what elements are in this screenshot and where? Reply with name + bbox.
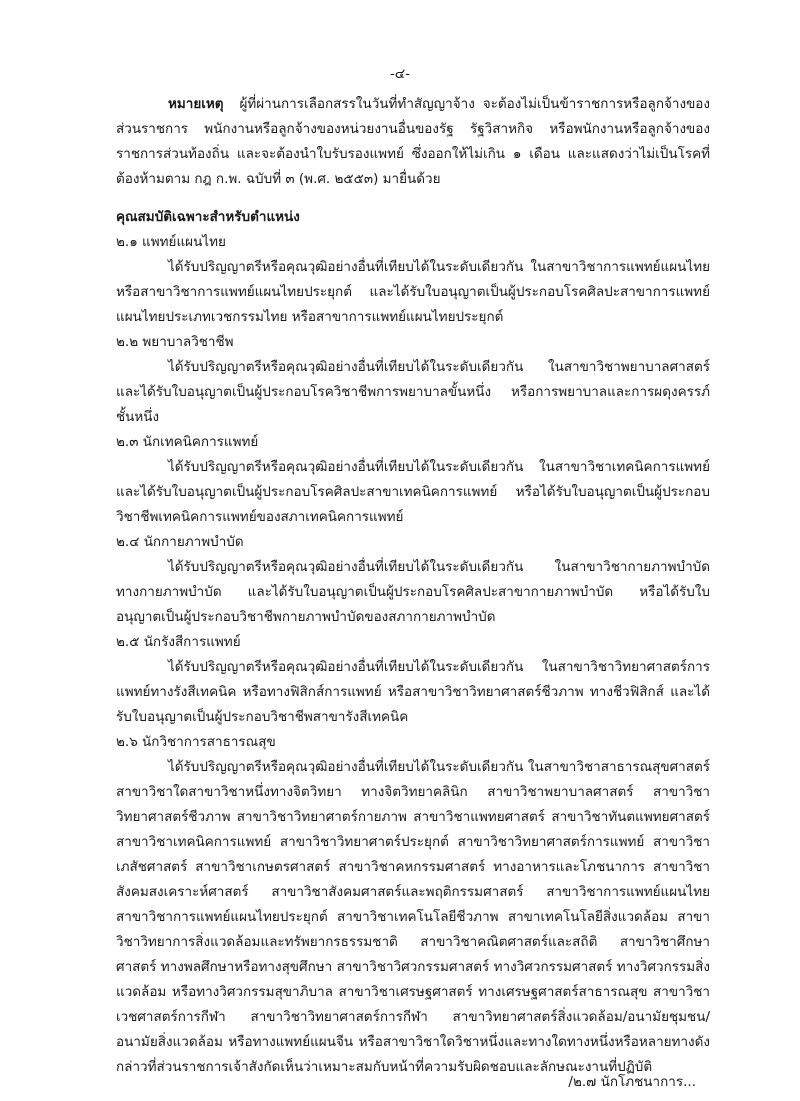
item-title: ๒.๒ พยาบาลวิชาชีพ (116, 334, 234, 350)
note-paragraph (116, 92, 710, 192)
item-title: ๒.๓ นักเทคนิคการแพทย์ (116, 434, 259, 450)
note-text: ผู้ที่ผ่านการเลือกสรรในวันที่ทำสัญญาจ้าง จะต้องไม่เป็นข้าราชการหรือลูกจ้างของส่วนราชการ พนักงานหรือลูกจ้างของหน่วยงานอื่นของรัฐ รัฐวิสาหกิจ หรือพนักงานหรือลูกจ้างของราชการส่วนท้องถิ่น และจะต้องนำใบรับรองแพทย์ ซึ่งออกให้ไม่เกิน ๑ เดือน และแสดงว่าไม่เป็นโรคที่ต้องห้ามตาม กฎ ก.พ. ฉบับที่ ๓ (พ.ศ. ๒๕๕๓) มายื่นด้วย (116, 96, 710, 187)
section-title: คุณสมบัติเฉพาะสำหรับตำแหน่ง (116, 209, 300, 225)
item-text: ได้รับปริญญาตรีหรือคุณวุฒิอย่างอื่นที่เทียบได้ในระดับเดียวกัน ในสาขาวิชาการแพทย์แผนไทย หรือสาขาวิชาการแพทย์แผนไทยประยุกต์ และได้รับใบอนุญาตเป็นผู้ประกอบโรคศิลปะสาขาการแพทย์แผนไทยประเภทเวชกรรมไทย หรือสาขาการแพทย์แผนไทยประยุกต์ (116, 259, 710, 325)
page-number: -๔- (390, 66, 410, 82)
item-text: ได้รับปริญญาตรีหรือคุณวุฒิอย่างอื่นที่เทียบได้ในระดับเดียวกัน ในสาขาวิชากายภาพบำบัด ทางกายภาพบำบัด และได้รับใบอนุญาตเป็นผู้ประกอบโรคศิลปะสาขากายภาพบำบัด หรือได้รับใบอนุญาตเป็นผู้ประกอบวิชาชีพกายภาพบำบัดของสภากายภาพบำบัด (116, 559, 710, 625)
item-text: ได้รับปริญญาตรีหรือคุณวุฒิอย่างอื่นที่เทียบได้ในระดับเดียวกัน ในสาขาวิชาสาธารณสุขศาสตร์ สาขาวิชาใดสาขาวิชาหนึ่งทางจิตวิทยา ทางจิตวิทยาคลินิก สาขาวิชาพยาบาลศาสตร์ สาขาวิชาวิทยาศาสตร์ชีวภาพ สาขาวิชาวิทยาศาตร์กายภาพ สาขาวิชาแพทยศาสตร์ สาขาวิชาทันตแพทยศาสตร์ สาขาวิชาเทคนิคการแพทย์ สาขาวิชาวิทยาศาตร์ประยุกต์ สาขาวิชาวิทยาศาสตร์การแพทย์ สาขาวิชาเภสัชศาสตร์ สาขาวิชาเกษตรศาสตร์ สาขาวิชาคหกรรมศาสตร์ ทางอาหารและโภชนาการ สาขาวิชาสังคมสงเคราะห์ศาสตร์ สาขาวิชาสังคมศาสตร์และพฤติกรรมศาสตร์ สาขาวิชาการแพทย์แผนไทย สาขาวิชาการแพทย์แผนไทยประยุกต์ สาขาวิชาเทคโนโลยีชีวภาพ สาขาเทคโนโลยีสิ่งแวดล้อม สาขาวิชาวิทยาการสิ่งแวดล้อมและทรัพยากรธรรมชาติ สาขาวิชาคณิตศาสตร์และสถิติ สาขาวิชาศึกษาศาสตร์ ทางพลศึกษาหรือทางสุขศึกษา สาขาวิชาวิศวกรรมศาสตร์ ทางวิศวกรรมศาสตร์ ทางวิศวกรรมสิ่งแวดล้อม หรือทางวิศวกรรมสุขาภิบาล สาขาวิชาเศรษฐศาสตร์ ทางเศรษฐศาสตร์สาธารณสุข สาขาวิชาเวชศาสตร์การกีฬา สาขาวิชาวิทยาศาสตร์การกีฬา สาขาวิทยาศาสตร์สิ่งแวดล้อม/อนามัยชุมชน/อนามัยสิ่งแวดล้อม หรือทางแพทย์แผนจีน หรือสาขาวิชาใดวิชาหนึ่งและทางใดทางหนึ่งหรือหลายทางดังกล่าวที่ส่วนราชการเจ้าสังกัดเห็นว่าเหมาะสมกับหน้าที่ความรับผิดชอบและลักษณะงานที่ปฏิบัติ (116, 759, 710, 1075)
item-text: ได้รับปริญญาตรีหรือคุณวุฒิอย่างอื่นที่เทียบได้ในระดับเดียวกัน ในสาขาวิชาพยาบาลศาสตร์ และได้รับใบอนุญาตเป็นผู้ประกอบโรควิชาชีพการพยาบาลขั้นหนึ่ง หรือการพยาบาลและการผดุงครรภ์ชั้นหนึ่ง (116, 359, 710, 425)
item-title: ๒.๔ นักกายภาพบำบัด (116, 534, 244, 550)
item-text: ได้รับปริญญาตรีหรือคุณวุฒิอย่างอื่นที่เทียบได้ในระดับเดียวกัน ในสาขาวิชาวิทยาศาสตร์การแพทย์ทางรังสีเทคนิค หรือทางฟิสิกส์การแพทย์ หรือสาขาวิชาวิทยาศาสตร์ชีวภาพ ทางชีวฟิสิกส์ และได้รับใบอนุญาตเป็นผู้ประกอบวิชาชีพสาขารังสีเทคนิค (116, 659, 710, 725)
item-title: ๒.๑ แพทย์แผนไทย (116, 234, 226, 250)
document-body (116, 92, 710, 1080)
item-text: ได้รับปริญญาตรีหรือคุณวุฒิอย่างอื่นที่เทียบได้ในระดับเดียวกัน ในสาขาวิชาเทคนิคการแพทย์ และได้รับใบอนุญาตเป็นผู้ประกอบโรคศิลปะสาขาเทคนิคการแพทย์ หรือได้รับใบอนุญาตเป็นผู้ประกอบวิชาชีพเทคนิคการแพทย์ของสภาเทคนิคการแพทย์ (116, 459, 710, 525)
note-label: หมายเหตุ (168, 96, 224, 112)
item-title: ๒.๕ นักรังสีการแพทย์ (116, 634, 241, 650)
item-title: ๒.๖ นักวิชาการสาธารณสุข (116, 734, 276, 750)
continuation-note: /๒.๗ นักโภชนาการ... (568, 1074, 696, 1090)
